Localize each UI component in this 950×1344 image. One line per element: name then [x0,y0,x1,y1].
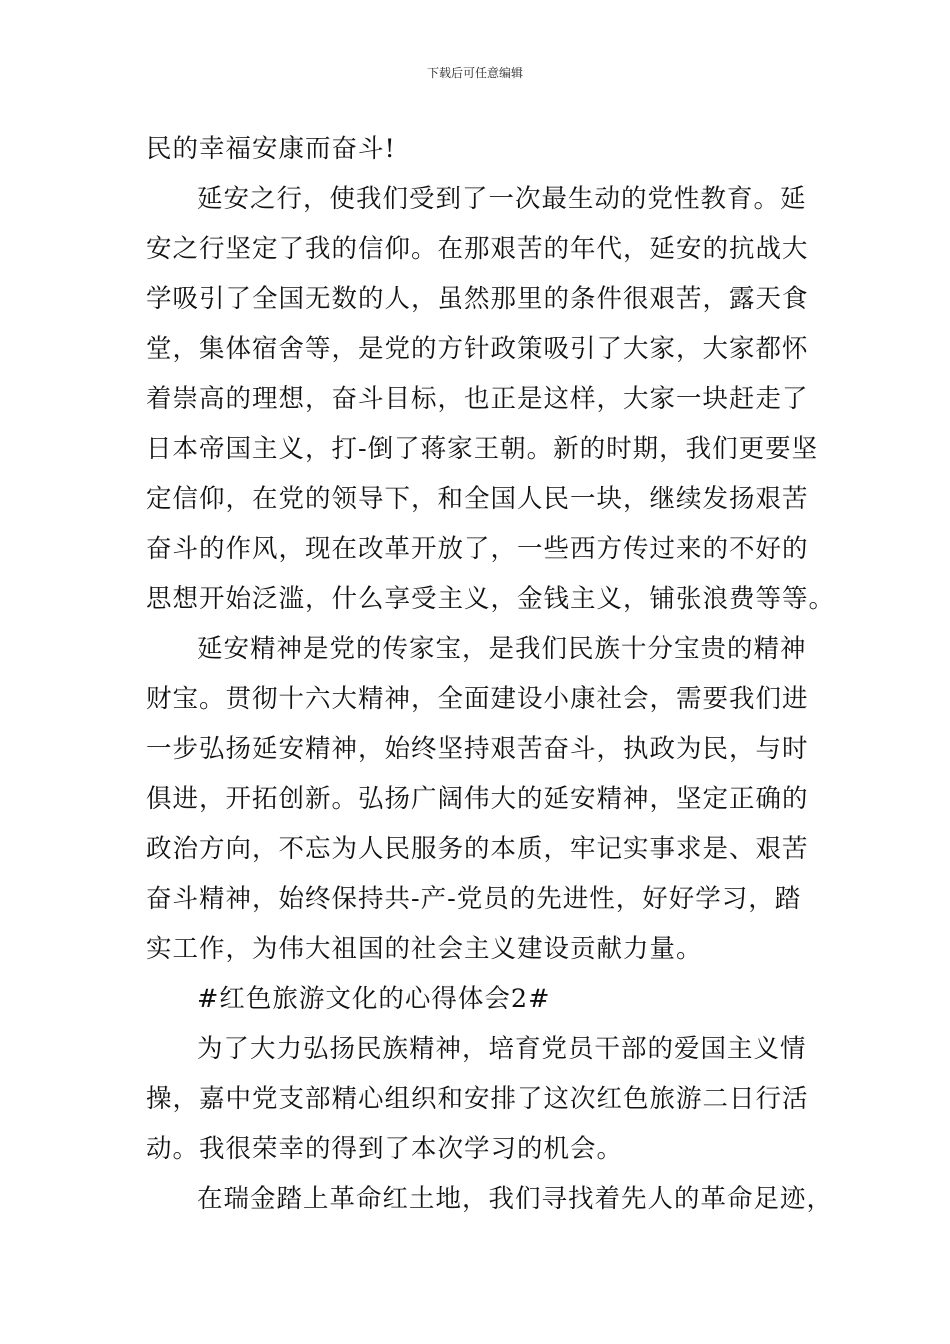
paragraph-start-line: 在瑞金踏上革命红土地，我们寻找着先人的革命足迹， [197,1184,834,1214]
text-line: 学吸引了全国无数的人，虽然那里的条件很艰苦，露天食 [146,284,809,314]
paragraph-start-line: 为了大力弘扬民族精神，培育党员干部的爱国主义情 [197,1034,807,1064]
text-line: 奋斗的作风，现在改革开放了，一些西方传过来的不好的 [146,534,809,564]
text-line: 着崇高的理想，奋斗目标，也正是这样，大家一块赶走了 [146,384,809,414]
text-line: 民的幸福安康而奋斗! [146,134,396,164]
text-line: 堂，集体宿舍等，是党的方针政策吸引了大家，大家都怀 [146,334,809,364]
section-heading: #红色旅游文化的心得体会2# [197,984,551,1014]
text-line: 日本帝国主义，打-倒了蒋家王朝。新的时期，我们更要坚 [146,434,819,464]
text-line: 安之行坚定了我的信仰。在那艰苦的年代，延安的抗战大 [146,234,809,264]
text-line: 操，嘉中党支部精心组织和安排了这次红色旅游二日行活 [146,1084,809,1114]
page-header: 下载后可任意编辑 [426,66,523,80]
text-line: 政治方向，不忘为人民服务的本质，牢记实事求是、艰苦 [146,834,809,864]
text-line: 实工作，为伟大祖国的社会主义建设贡献力量。 [146,934,703,964]
text-line: 定信仰，在党的领导下，和全国人民一块，继续发扬艰苦 [146,484,809,514]
text-line: 思想开始泛滥，什么享受主义，金钱主义，铺张浪费等等。 [146,584,836,614]
paragraph-start-line: 延安精神是党的传家宝，是我们民族十分宝贵的精神 [197,634,807,664]
text-line: 一步弘扬延安精神，始终坚持艰苦奋斗，执政为民，与时 [146,734,809,764]
paragraph-start-line: 延安之行，使我们受到了一次最生动的党性教育。延 [197,184,807,214]
text-line: 奋斗精神，始终保持共-产-党员的先进性，好好学习，踏 [146,884,802,914]
text-line: 动。我很荣幸的得到了本次学习的机会。 [146,1134,624,1164]
document-body [146,124,836,1224]
text-line: 俱进，开拓创新。弘扬广阔伟大的延安精神，坚定正确的 [146,784,809,814]
text-line: 财宝。贯彻十六大精神，全面建设小康社会，需要我们进 [146,684,809,714]
